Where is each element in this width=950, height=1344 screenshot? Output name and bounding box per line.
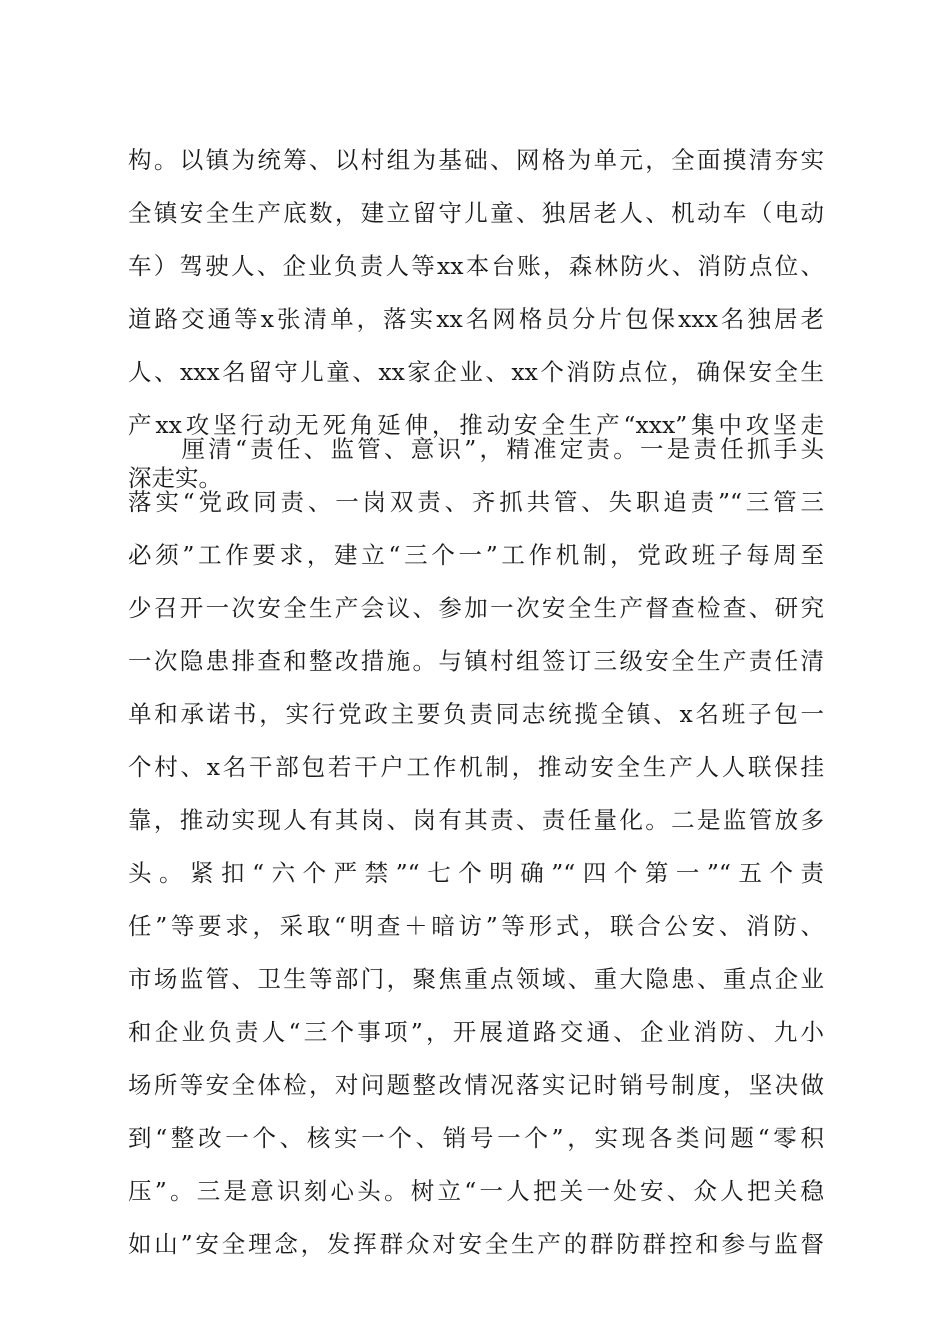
paragraph-line: 市场监管、卫生等部门，聚焦重点领域、重大隐患、重点企业 — [128, 965, 824, 993]
paragraph-line: 压”。三是意识刻心头。树立“一人把关一处安、众人把关稳 — [128, 1177, 824, 1205]
paragraph-line: 到“整改一个、核实一个、销号一个”，实现各类问题“零积 — [128, 1124, 824, 1152]
paragraph-line: 靠，推动实现人有其岗、岗有其责、责任量化。二是监管放多 — [128, 806, 824, 834]
paragraph-line: 少召开一次安全生产会议、参加一次安全生产督查检查、研究 — [128, 594, 824, 622]
paragraph-line: 落实“党政同责、一岗双责、齐抓共管、失职追责”“三管三 — [128, 488, 824, 516]
paragraph-line: 和企业负责人“三个事项”，开展道路交通、企业消防、九小 — [128, 1018, 824, 1046]
paragraph-line: 场所等安全体检，对问题整改情况落实记时销号制度，坚决做 — [128, 1071, 824, 1099]
paragraph-line: 一次隐患排查和整改措施。与镇村组签订三级安全生产责任清 — [128, 647, 824, 675]
paragraph-2 — [128, 423, 824, 1271]
paragraph-line: 构。以镇为统筹、以村组为基础、网格为单元，全面摸清夯实 — [128, 146, 824, 174]
paragraph-line: 产xx攻坚行动无死角延伸，推动安全生产“xxx”集中攻坚走 — [128, 411, 824, 439]
paragraph-line: 如山”安全理念，发挥群众对安全生产的群防群控和参与监督 — [128, 1230, 824, 1258]
paragraph-line: 车）驾驶人、企业负责人等xx本台账，森林防火、消防点位、 — [128, 252, 824, 280]
paragraph-line: 头。紧扣“六个严禁”“七个明确”“四个第一”“五个责 — [128, 859, 824, 887]
paragraph-line: 必须”工作要求，建立“三个一”工作机制，党政班子每周至 — [128, 541, 824, 569]
paragraph-line: 单和承诺书，实行党政主要负责同志统揽全镇、x名班子包一 — [128, 700, 824, 728]
paragraph-line: 全镇安全生产底数，建立留守儿童、独居老人、机动车（电动 — [128, 199, 824, 227]
paragraph-line: 厘清“责任、监管、意识”，精准定责。一是责任抓手头 — [128, 435, 824, 463]
paragraph-line: 道路交通等x张清单，落实xx名网格员分片包保xxx名独居老 — [128, 305, 824, 333]
paragraph-line: 人、xxx名留守儿童、xx家企业、xx个消防点位，确保安全生 — [128, 358, 824, 386]
paragraph-line: 个村、x名干部包若干户工作机制，推动安全生产人人联保挂 — [128, 753, 824, 781]
paragraph-line: 任”等要求，采取“明查＋暗访”等形式，联合公安、消防、 — [128, 912, 824, 940]
paragraph-line: 深走实。 — [128, 464, 222, 492]
